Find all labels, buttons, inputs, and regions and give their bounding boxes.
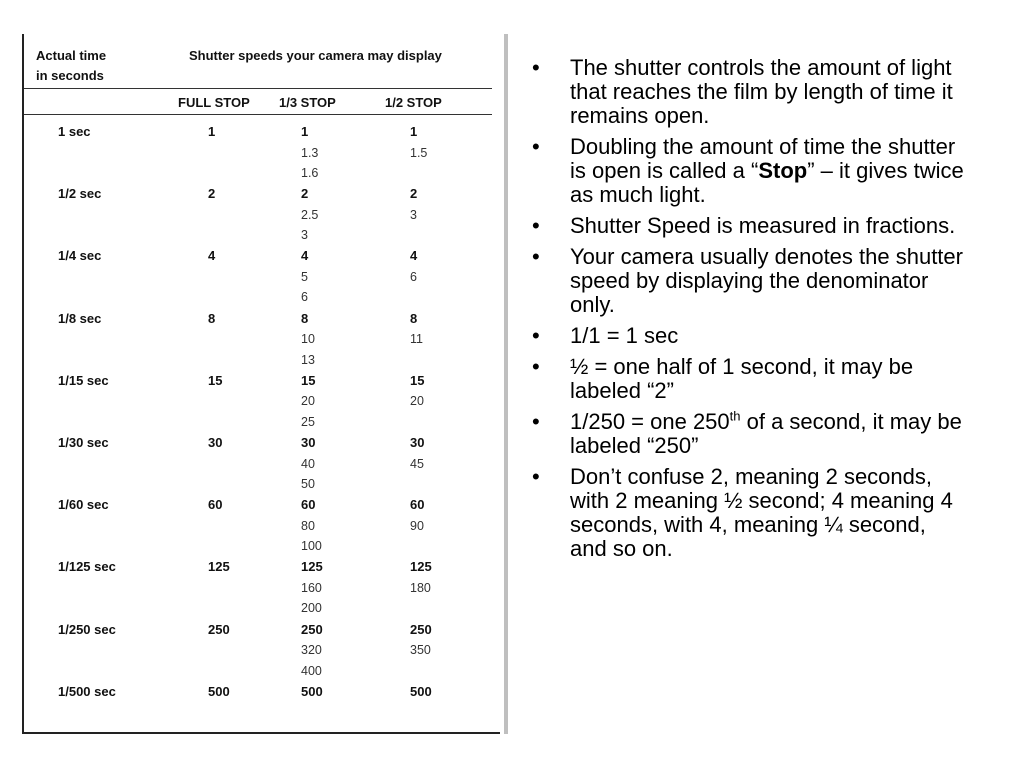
cell-full-stop: 60 — [208, 497, 223, 513]
cell-full-stop: 250 — [208, 621, 230, 637]
cell-half-stop: 30 — [410, 435, 425, 450]
note-shutter-controls: The shutter controls the amount of light that reaches the film by length of time it remains open. — [570, 55, 953, 128]
cell-third-stop: 250 — [301, 621, 323, 637]
list-item — [528, 465, 968, 561]
cell-half-stop: 250 — [410, 621, 432, 637]
cell-third-stop: 1.3 — [301, 145, 319, 160]
cell-third-stop: 20 — [301, 394, 315, 409]
cell-third-stop: 50 — [301, 477, 315, 491]
cell-half-stop: 90 — [410, 518, 424, 533]
note-stop-pre: Doubling the amount of time the shutter is open is called a “ — [570, 134, 956, 183]
cell-full-stop: 30 — [208, 435, 223, 450]
shutter-speed-table — [22, 34, 500, 734]
cell-full-stop: 15 — [208, 372, 223, 388]
cell-half-stop: 4 — [410, 248, 418, 264]
cell-full-stop: 2 — [208, 186, 216, 202]
cell-actual-time: 1/500 sec — [58, 683, 116, 699]
cell-third-stop: 400 — [301, 663, 322, 678]
cell-actual-time: 1/250 sec — [58, 621, 116, 637]
list-item — [528, 56, 968, 128]
cell-half-stop: 6 — [410, 269, 417, 284]
list-item — [528, 245, 968, 317]
explanation-notes — [528, 56, 968, 568]
cell-full-stop: 125 — [208, 559, 230, 575]
column-third-stop: 1/3 STOP — [279, 95, 336, 110]
cell-full-stop: 4 — [208, 248, 216, 264]
cell-half-stop: 180 — [410, 580, 431, 595]
header-actual-time-line2: in seconds — [36, 68, 104, 83]
cell-third-stop: 320 — [301, 643, 322, 658]
list-item — [528, 324, 968, 348]
list-item — [528, 410, 968, 458]
cell-third-stop: 125 — [301, 559, 323, 575]
cell-third-stop: 13 — [301, 352, 315, 367]
note-250-post: of a second, it may be labeled “250” — [570, 409, 962, 458]
note-250-pre: 1/250 = one 250 — [570, 409, 730, 434]
cell-actual-time: 1/60 sec — [58, 497, 109, 513]
cell-half-stop: 8 — [410, 310, 418, 326]
bullet-icon: • — [532, 213, 540, 238]
cell-half-stop: 125 — [410, 559, 432, 575]
cell-half-stop: 350 — [410, 643, 431, 658]
cell-actual-time: 1 sec — [58, 124, 91, 139]
cell-third-stop: 200 — [301, 601, 322, 616]
cell-half-stop: 11 — [410, 332, 423, 347]
cell-third-stop: 1.6 — [301, 166, 319, 180]
list-item — [528, 355, 968, 403]
cell-full-stop: 1 — [208, 124, 216, 139]
list-item — [528, 214, 968, 238]
cell-half-stop: 1.5 — [410, 145, 428, 160]
column-half-stop: 1/2 STOP — [385, 95, 442, 110]
cell-third-stop: 5 — [301, 269, 308, 284]
header-camera-display: Shutter speeds your camera may display — [189, 48, 442, 63]
cell-half-stop: 2 — [410, 186, 418, 202]
header-actual-time-line1: Actual time — [36, 48, 107, 63]
cell-half-stop: 45 — [410, 456, 424, 471]
bullet-icon: • — [532, 409, 540, 434]
cell-actual-time: 1/4 sec — [58, 248, 102, 264]
cell-third-stop: 4 — [301, 248, 309, 264]
cell-full-stop: 8 — [208, 310, 216, 326]
cell-actual-time: 1/30 sec — [58, 435, 109, 450]
cell-half-stop: 500 — [410, 683, 432, 699]
bullet-icon: • — [532, 323, 540, 348]
cell-third-stop: 25 — [301, 414, 315, 429]
bullet-icon: • — [532, 55, 540, 80]
cell-actual-time: 1/125 sec — [58, 559, 116, 575]
note-stop-post: ” – it gives twice as much light. — [570, 158, 964, 207]
cell-half-stop: 60 — [410, 497, 425, 513]
bullet-icon: • — [532, 354, 540, 379]
bullet-icon: • — [532, 464, 540, 489]
note-250-sup: th — [729, 408, 741, 424]
note-half: ½ = one half of 1 second, it may be labeled “2” — [570, 354, 914, 403]
cell-actual-time: 1/8 sec — [58, 310, 102, 326]
cell-third-stop: 2 — [301, 186, 309, 202]
note-dont-confuse: Don’t confuse 2, meaning 2 seconds, with 2 meaning ½ second; 4 meaning 4 seconds, with 4, meaning ¼ second, and so on. — [570, 464, 953, 561]
cell-half-stop: 3 — [410, 207, 417, 222]
column-full-stop: FULL STOP — [178, 95, 250, 110]
cell-third-stop: 60 — [301, 497, 316, 513]
note-fractions: Shutter Speed is measured in fractions. — [570, 213, 956, 238]
note-one-sec: 1/1 = 1 sec — [570, 323, 679, 348]
cell-third-stop: 8 — [301, 310, 309, 326]
column-divider — [24, 114, 492, 115]
cell-third-stop: 100 — [301, 539, 322, 554]
note-stop-term: Stop — [758, 158, 808, 183]
cell-third-stop: 40 — [301, 456, 315, 471]
cell-third-stop: 6 — [301, 290, 308, 305]
cell-third-stop: 3 — [301, 228, 308, 243]
list-item — [528, 135, 968, 207]
cell-third-stop: 80 — [301, 518, 315, 533]
header-divider — [24, 88, 492, 89]
cell-full-stop: 500 — [208, 683, 230, 699]
cell-half-stop: 20 — [410, 394, 424, 409]
note-denominator: Your camera usually denotes the shutter speed by displaying the denominator only. — [570, 244, 963, 317]
cell-third-stop: 500 — [301, 683, 323, 699]
cell-third-stop: 15 — [301, 372, 316, 388]
cell-third-stop: 160 — [301, 580, 322, 595]
cell-half-stop: 15 — [410, 372, 425, 388]
cell-actual-time: 1/2 sec — [58, 186, 102, 202]
cell-third-stop: 2.5 — [301, 207, 319, 222]
cell-half-stop: 1 — [410, 124, 418, 139]
cell-third-stop: 10 — [301, 332, 315, 347]
bullet-icon: • — [532, 134, 540, 159]
cell-third-stop: 30 — [301, 435, 316, 450]
cell-actual-time: 1/15 sec — [58, 372, 109, 388]
cell-third-stop: 1 — [301, 124, 309, 139]
bullet-icon: • — [532, 244, 540, 269]
